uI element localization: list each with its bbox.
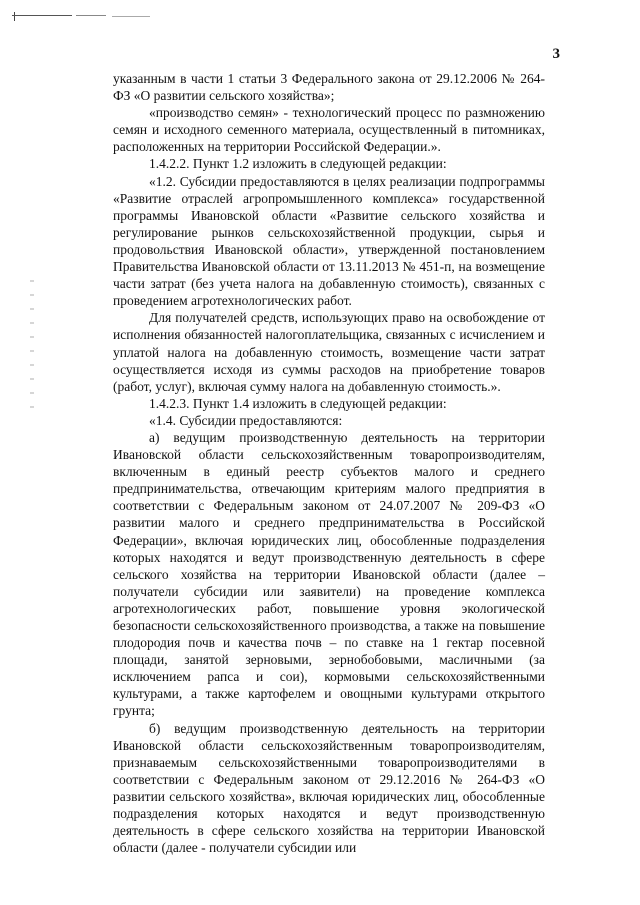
page-number: 3 (552, 46, 560, 62)
paragraph: 1.4.2.2. Пункт 1.2 изложить в следующей редакции: (149, 156, 447, 172)
scan-artifact-mark (12, 12, 152, 20)
paragraph: Для получателей средств, использующих право на освобождение от исполнения обязанностей налогоплательщика, связанных с исчислением и уплатой налога на добавленную стоимость, возмещение части затрат осуществляется исходя из суммы расходов на приобретение товаров (работ, услуг), включая сумму налога на добавленную стоимость.». (113, 310, 545, 394)
paragraph: «1.4. Субсидии предоставляются: (149, 412, 343, 428)
paragraph: а) ведущим производственную деятельность на территории Ивановской области сельскохозяйственным товаропроизводителям, включенным в единый реестр субъектов малого и среднего предпринимательства, отвечающим критериям малого предприятия в соответствии с Федеральным законом от 24.07.2007 № 209-ФЗ «О развитии малого и среднего предпринимательства в Российской Федерации», включая юридических лиц, обособленные подразделения которых находятся и ведут производственную деятельность в сфере сельского хозяйства на территории Ивановской области (далее – получатели субсидии или заявители) на проведение комплекса агротехнологических работ, повышение уровня экологической безопасности сельскохозяйственного производства, а также на повышение плодородия почв и качества почв – по ставке на 1 гектар посевной площади, занятой зерновыми, зернобобовыми, масличными (за исключением рапса и сои), кормовыми сельскохозяйственными культурами, а также картофелем и овощными культурами открытого грунта; (113, 429, 545, 719)
paragraph: 1.4.2.3. Пункт 1.4 изложить в следующей редакции: (149, 395, 447, 411)
binder-hole-artifact (30, 280, 34, 420)
paragraph: б) ведущим производственную деятельность на территории Ивановской области сельскохозяйственным товаропроизводителям, признаваемым сельскохозяйственными товаропроизводителями в соответствии с Федеральным законом от 29.12.2016 № 264-ФЗ «О развитии сельского хозяйства», включая юридических лиц, обособленные подразделения которых находятся и ведут производственную деятельность в сфере сельского хозяйства на территории Ивановской области (далее - получатели субсидии или (113, 720, 545, 856)
document-body (113, 70, 545, 856)
paragraph: указанным в части 1 статьи 3 Федерального закона от 29.12.2006 № 264-ФЗ «О развитии сельского хозяйства»; (113, 71, 545, 104)
paragraph: «производство семян» - технологический процесс по размножению семян и исходного семенного материала, осуществленный в питомниках, расположенных на территории Российской Федерации.». (113, 105, 545, 155)
paragraph: «1.2. Субсидии предоставляются в целях реализации подпрограммы «Развитие отраслей агропромышленного комплекса» государственной программы Ивановской области «Развитие сельского хозяйства и регулирование рынков сельскохозяйственной продукции, сырья и продовольствия Ивановской области», утвержденной постановлением Правительства Ивановской области от 13.11.2013 № 451-п, на возмещение части затрат (без учета налога на добавленную стоимость), связанных с проведением агротехнологических работ. (113, 173, 545, 309)
